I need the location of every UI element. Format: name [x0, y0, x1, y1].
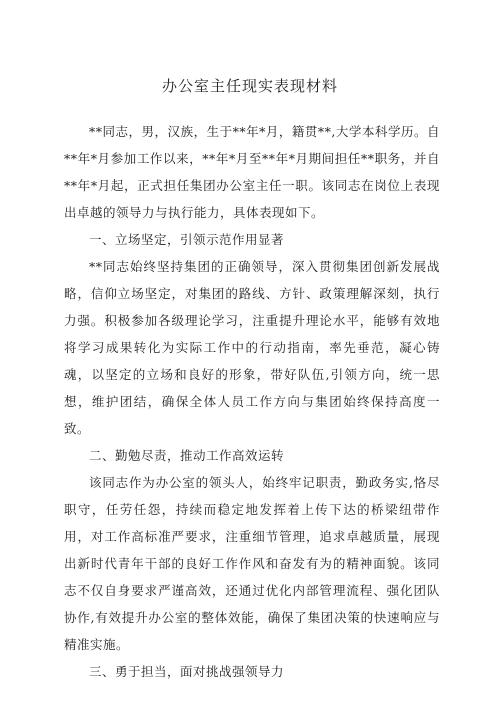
document-title: 办公室主任现实表现材料	[161, 77, 338, 95]
section-heading-2: 二、勤勉尽责，推动工作高效运转	[89, 448, 285, 463]
section-heading-1: 一、立场坚定，引领示范作用显著	[89, 232, 285, 247]
section-2-paragraph: 该同志作为办公室的领头人，始终牢记职责，勤政务实,恪尽职守，任劳任怨，持续而稳定地发挥着上传下达的桥梁纽带作用，对工作高标准严要求，注重细节管理，追求卓越质量，展现出新时代青年干部的良好工作作风和奋发有为的精神面貌。该同志不仅自身要求严谨高效，还通过优化内部管理流程、强化团队协作,有效提升办公室的整体效能，确保了集团决策的快速响应与精准实施。	[64, 475, 440, 652]
section-1-paragraph: **同志始终坚持集团的正确领导，深入贯彻集团创新发展战略，信仰立场坚定，对集团的路线、方针、政策理解深刻，执行力强。积极参加各级理论学习，注重提升理论水平，能够有效地将学习成果转化为实际工作中的行动指南，率先垂范，凝心铸魂，以坚定的立场和良好的形象，带好队伍,引领方向，统一思想，维护团结，确保全体人员工作方向与集团始终保持高度一致。	[64, 259, 440, 436]
document-body	[64, 118, 440, 685]
intro-paragraph: **同志，男，汉族，生于**年*月，籍贯**,大学本科学历。自**年*月参加工作以来，**年*月至**年*月期间担任**职务，并自**年*月起，正式担任集团办公室主任一职。该同志在岗位上表现出卓越的领导力与执行能力，具体表现如下。	[64, 124, 440, 220]
section-heading-3: 三、勇于担当，面对挑战强领导力	[89, 664, 285, 679]
